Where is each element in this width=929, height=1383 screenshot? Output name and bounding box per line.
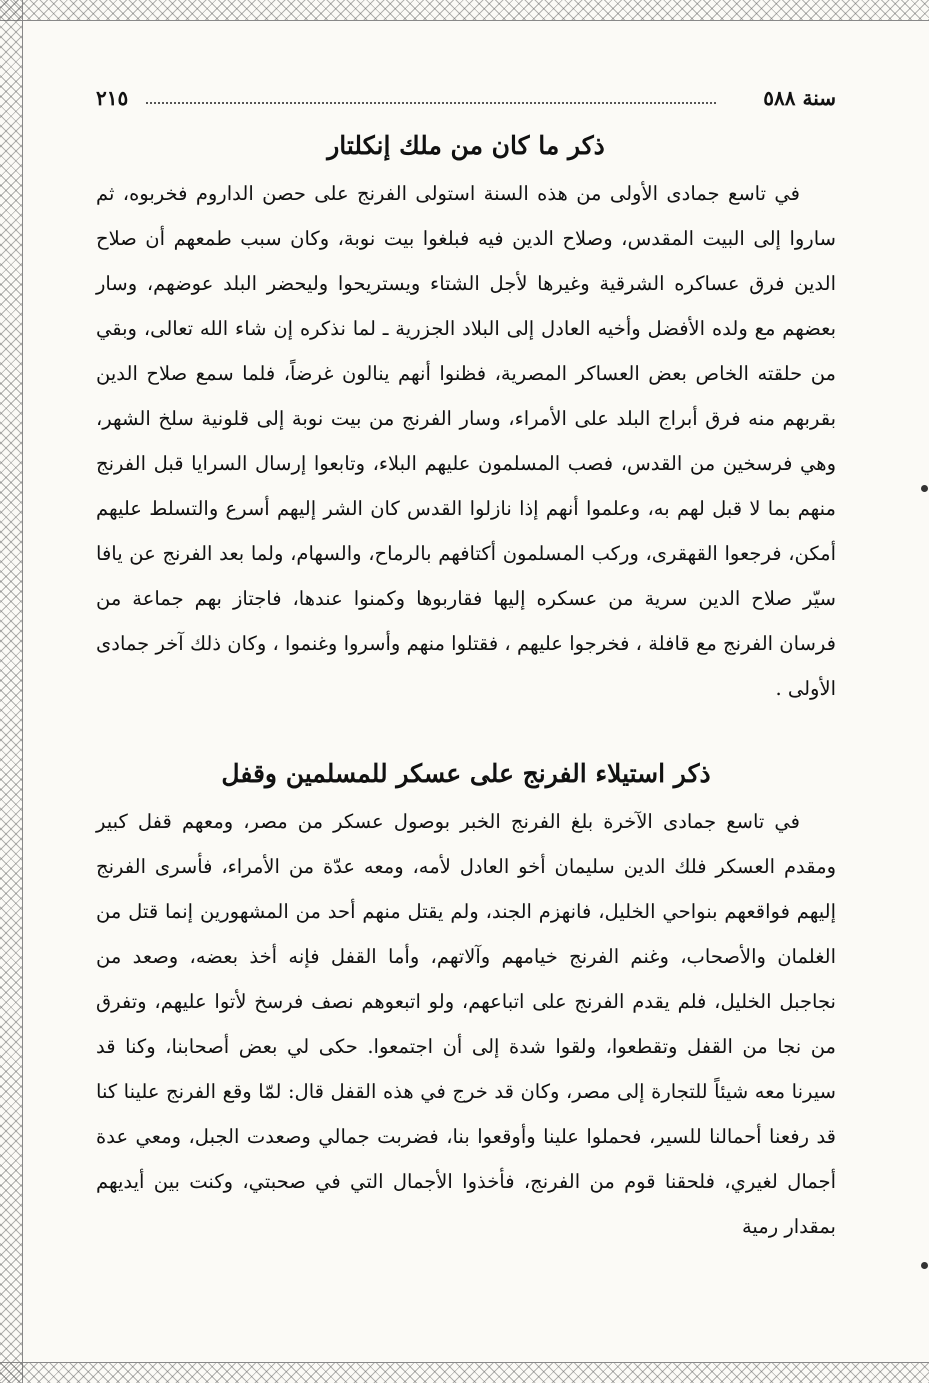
running-title: سنة ٥٨٨ bbox=[763, 86, 836, 110]
running-head bbox=[96, 86, 836, 116]
margin-dot-icon bbox=[921, 485, 928, 492]
margin-dot-icon bbox=[921, 1262, 928, 1269]
section-title: ذكر استيلاء الفرنج على عسكر للمسلمين وقفل bbox=[221, 759, 711, 788]
bottom-ornamental-border bbox=[0, 1362, 929, 1383]
section-title: ذكر ما كان من ملك إنكلتار bbox=[327, 131, 605, 160]
leader-dots bbox=[146, 102, 716, 104]
section-paragraph: في تاسع جمادى الآخرة بلغ الفرنج الخبر بوصول عسكر من مصر، ومعهم قفل كبير ومقدم العسكر فلك الدين سليمان أخو العادل لأمه، ومعه عدّة من الأمراء، فأسرى الفرنج إليهم فواقعهم بنواحي الخليل، فانهزم الجند، ولم يقتل منهم أحد من المشهورين إنما قتل من الغلمان والأصحاب، وغنم الفرنج خيامهم وآلاتهم، وأما القفل فإنه أخذ بعضه، وصعد من نجاجبل الخليل، فلم يقدم الفرنج على اتباعهم، ولو اتبعوهم نصف فرسخ لأتوا عليهم، وتفرق من نجا من القفل وتقطعوا، ولقوا شدة إلى أن اجتمعوا. حكى لي بعض أصحابنا، وكنا قد سيرنا معه شيئاً للتجارة إلى مصر، وكان قد خرج في هذه القفل قال: لمّا وقع الفرنج علينا كنا قد رفعنا أحمالنا للسير، فحملوا علينا وأوقعوا بنا، فضربت جمالي وصعدت الجبل، ومعي عدة أجمال لغيري، فلحقنا قوم من الفرنج، فأخذوا الأجمال التي في صحبتي، وكنت بين أيديهم بمقدار رمية bbox=[96, 810, 836, 1238]
section-paragraph: في تاسع جمادى الأولى من هذه السنة استولى الفرنج على حصن الداروم فخربوه، ثم ساروا إلى البيت المقدس، وصلاح الدين فيه فبلغوا بيت نوبة، وكان سبب طمعهم أن صلاح الدين فرق عساكره الشرقية وغيرها لأجل الشتاء ويستريحوا وليحضر البلد عوضهم، وسار بعضهم مع ولده الأفضل وأخيه العادل إلى البلاد الجزرية ـ لما نذكره إن شاء الله تعالى، وبقي من حلقته الخاص بعض العساكر المصرية، فظنوا أنهم ينالون غرضاً، فلما سمع صلاح الدين بقربهم منه فرق أبراج البلد على الأمراء، وسار الفرنج من بيت نوبة إلى قلونية سلخ الشهر، وهي فرسخين من القدس، فصب المسلمون عليهم البلاء، وتابعوا إرسال السرايا قبل الفرنج منهم بما لا قبل لهم به، وعلموا أنهم إذا نازلوا القدس كان الشر إليهم أسرع والتسلط عليهم أمكن، فرجعوا القهقرى، وركب المسلمون أكتافهم بالرماح، والسهام، ولما بعد الفرنج عن يافا سيّر صلاح الدين سرية من عسكره إليها فقاربوها وكمنوا عندها، فاجتاز بهم جماعة من فرسان الفرنج مع قافلة ، فخرجوا عليهم ، فقتلوا منهم وأسروا وغنموا ، وكان ذلك آخر جمادى الأولى . bbox=[96, 182, 836, 700]
left-ornamental-border bbox=[0, 0, 23, 1383]
book-page bbox=[96, 86, 836, 1339]
top-ornamental-border bbox=[0, 0, 929, 21]
page-number: ٢١٥ bbox=[96, 86, 129, 110]
